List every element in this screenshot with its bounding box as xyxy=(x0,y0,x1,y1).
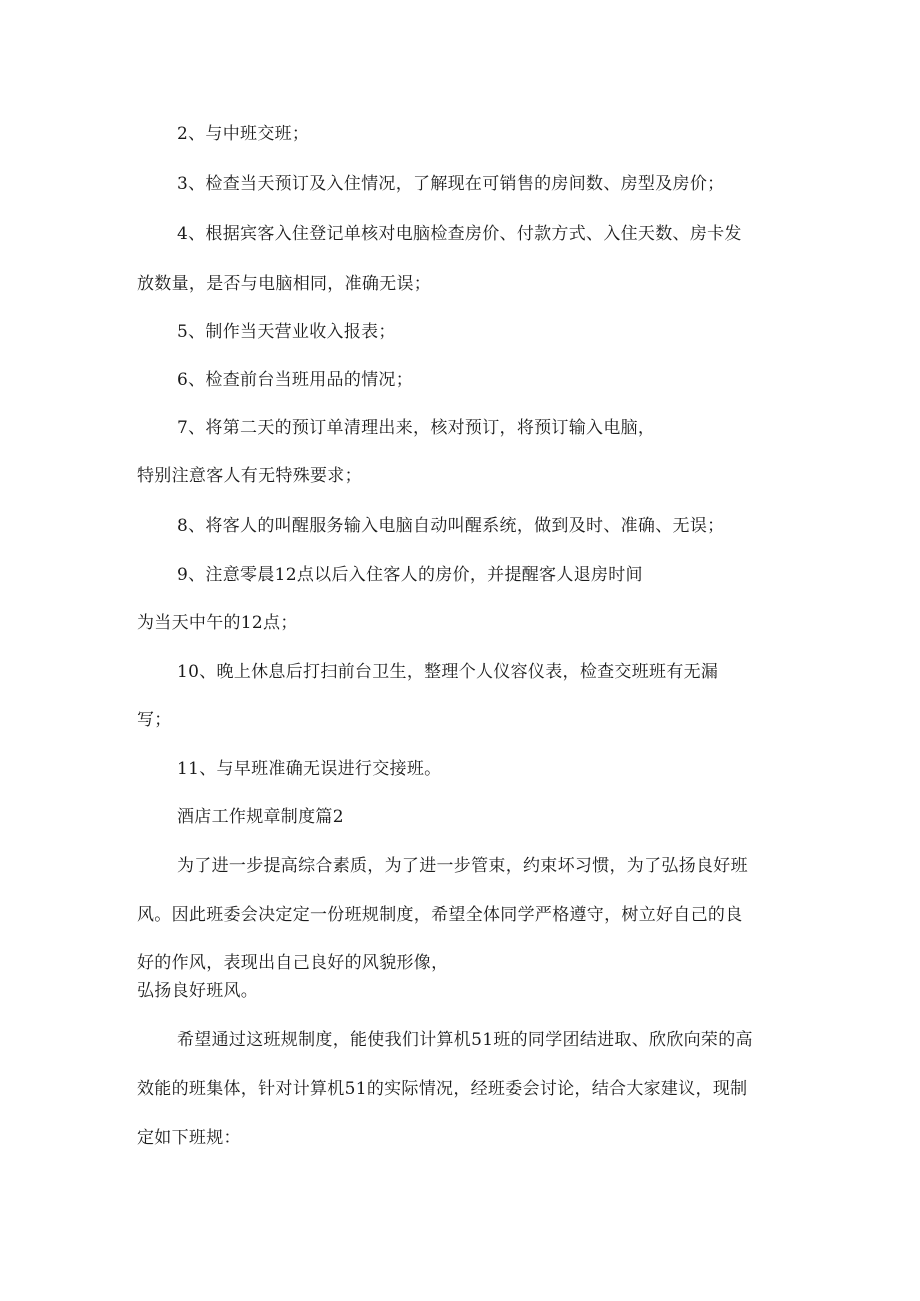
text-line: 为当天中午的12点； xyxy=(137,613,298,633)
text-line: 4、根据宾客入住登记单核对电脑检查房价、付款方式、入住天数、房卡发 xyxy=(177,224,742,244)
text-line: 2、与中班交班； xyxy=(177,124,310,144)
text-line: 11、与早班准确无误进行交接班。 xyxy=(177,759,442,779)
text-line: 效能的班集体，针对计算机51的实际情况，经班委会讨论，结合大家建议，现制 xyxy=(137,1079,748,1099)
text-line: 6、检查前台当班用品的情况； xyxy=(177,370,414,390)
text-line: 希望通过这班规制度，能使我们计算机51班的同学团结进取、欣欣向荣的高 xyxy=(177,1030,753,1050)
text-line: 风。因此班委会决定定一份班规制度，希望全体同学严格遵守，树立好自己的良 xyxy=(137,905,743,925)
text-line: 10、晚上休息后打扫前台卫生，整理个人仪容仪表，检查交班班有无漏 xyxy=(177,662,719,682)
text-line: 为了进一步提高综合素质，为了进一步管束，约束坏习惯，为了弘扬良好班 xyxy=(177,856,748,876)
text-line: 7、将第二天的预订单清理出来，核对预订，将预订输入电脑， xyxy=(177,418,656,438)
text-line: 写； xyxy=(137,710,172,730)
text-line: 弘扬良好班风。 xyxy=(137,981,259,1001)
text-line: 5、制作当天营业收入报表； xyxy=(177,322,396,342)
text-line: 特别注意客人有无特殊要求； xyxy=(137,466,362,486)
section-heading: 酒店工作规章制度篇2 xyxy=(177,807,344,827)
text-line: 3、检查当天预订及入住情况，了解现在可销售的房间数、房型及房价； xyxy=(177,174,725,194)
text-line: 8、将客人的叫醒服务输入电脑自动叫醒系统，做到及时、准确、无误； xyxy=(177,516,725,536)
text-line: 定如下班规： xyxy=(137,1128,241,1148)
text-line: 好的作风，表现出自己良好的风貌形像， xyxy=(137,953,449,973)
text-line: 放数量，是否与电脑相同，准确无误； xyxy=(137,274,432,294)
text-line: 9、注意零晨12点以后入住客人的房价，并提醒客人退房时间 xyxy=(177,565,643,585)
